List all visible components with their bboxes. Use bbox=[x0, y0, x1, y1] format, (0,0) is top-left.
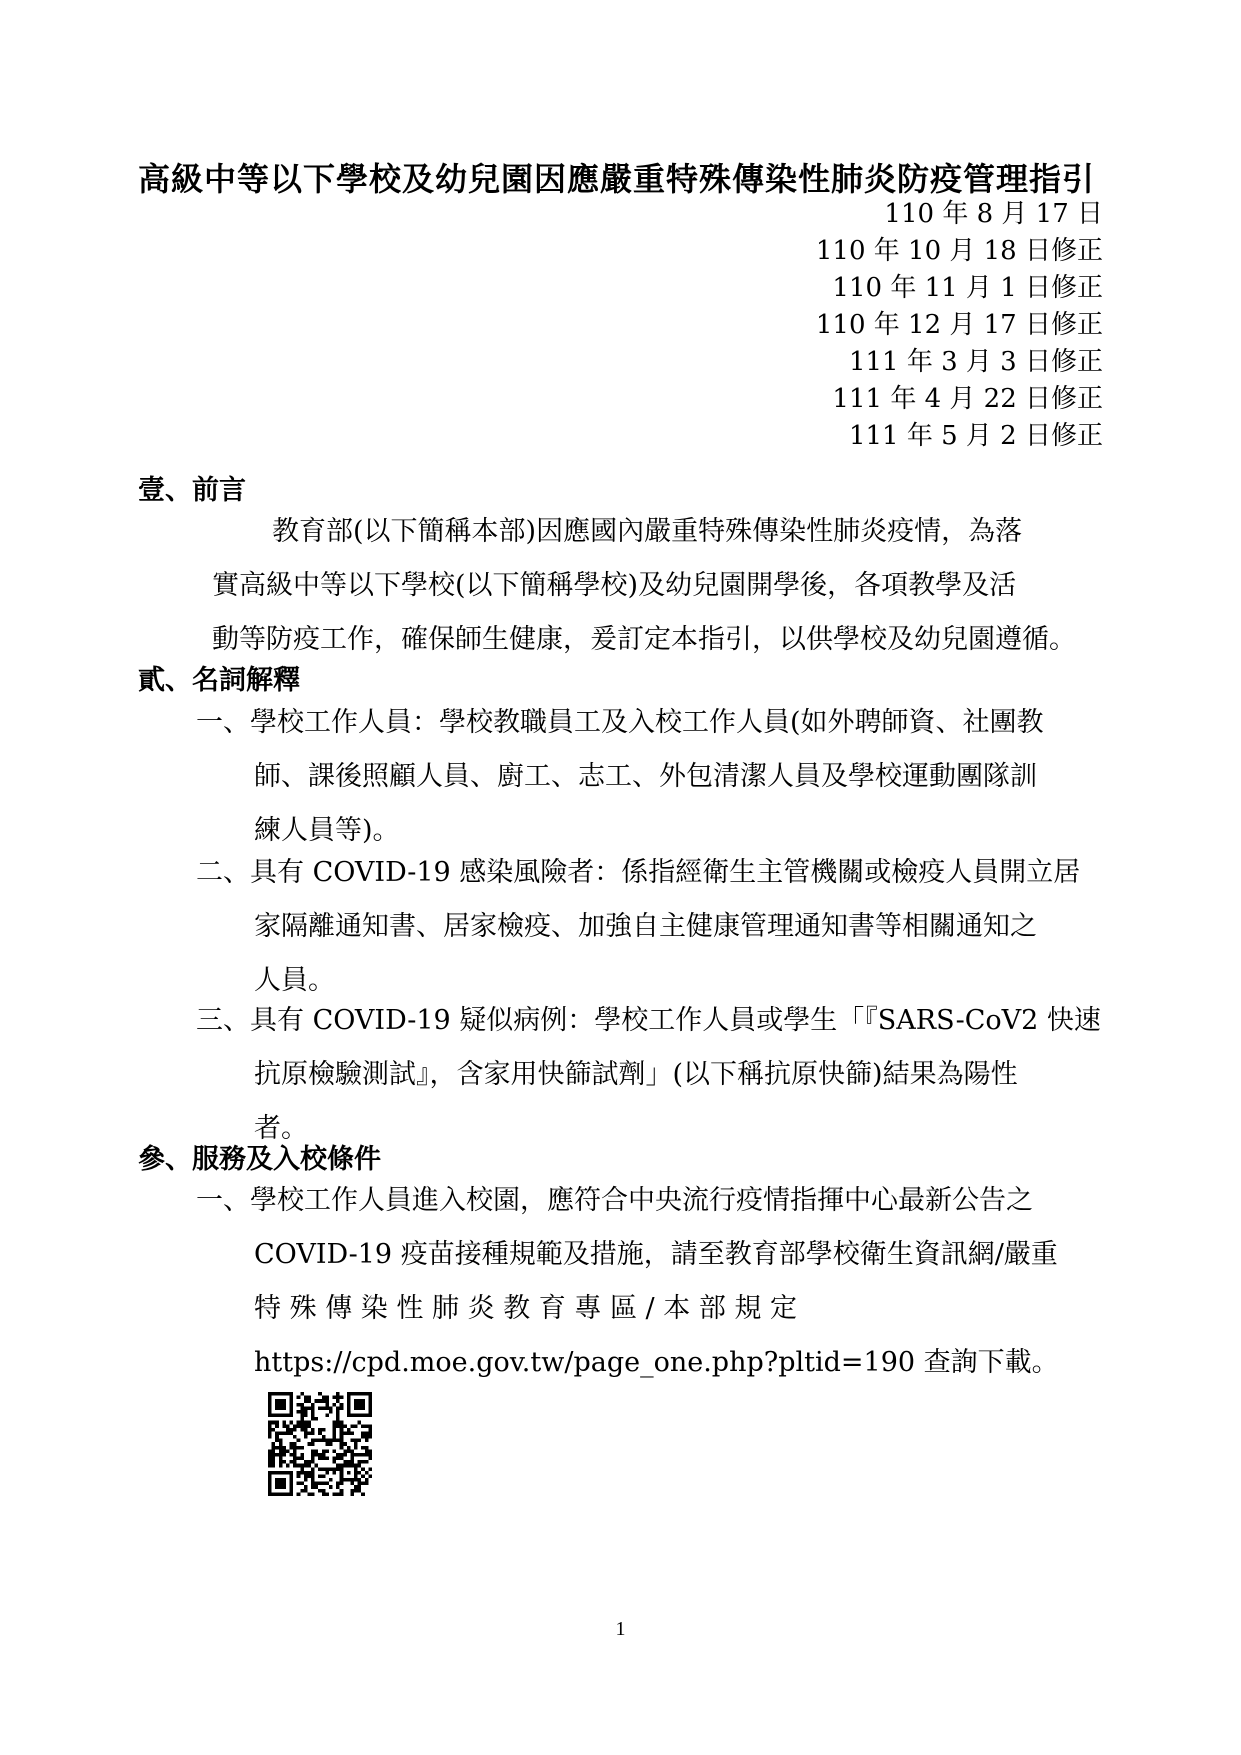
spread-char: 定 bbox=[770, 1293, 798, 1324]
qr-code-icon bbox=[268, 1392, 372, 1496]
paragraph-line: 教育部(以下簡稱本部)因應國內嚴重特殊傳染性肺炎疫情，為落 bbox=[272, 516, 1023, 547]
revision-date: 111 年 3 月 3 日修正 bbox=[848, 347, 1103, 377]
spread-char: 育 bbox=[538, 1293, 566, 1324]
revision-dates bbox=[816, 196, 1103, 455]
item-line: 二、具有 COVID-19 感染風險者：係指經衛生主管機關或檢疫人員開立居 bbox=[196, 857, 1081, 888]
spread-char: 傳 bbox=[325, 1293, 353, 1324]
item-line: 者。 bbox=[254, 1113, 308, 1144]
condition-item bbox=[196, 1174, 1106, 1390]
spread-line bbox=[196, 1282, 1106, 1336]
page-number: 1 bbox=[615, 1618, 626, 1640]
spread-char: 區 bbox=[609, 1293, 637, 1324]
spread-char: 教 bbox=[503, 1293, 531, 1324]
item-line: 一、學校工作人員進入校園，應符合中央流行疫情指揮中心最新公告之 bbox=[196, 1185, 1033, 1216]
section-heading-preface: 壹、前言 bbox=[138, 475, 246, 506]
spread-char: 性 bbox=[396, 1293, 424, 1324]
url-line[interactable]: https://cpd.moe.gov.tw/page_one.php?pltid=190 查詢下載。 bbox=[254, 1347, 1059, 1378]
spread-char: 部 bbox=[698, 1293, 726, 1324]
spread-char: 染 bbox=[360, 1293, 388, 1324]
revision-date: 110 年 10 月 18 日修正 bbox=[815, 236, 1103, 266]
definition-item bbox=[196, 846, 1106, 1008]
revision-date: 110 年 11 月 1 日修正 bbox=[832, 273, 1103, 303]
item-line: 家隔離通知書、居家檢疫、加強自主健康管理通知書等相關通知之 bbox=[254, 911, 1037, 942]
section-heading-definitions: 貳、名詞解釋 bbox=[138, 665, 300, 696]
revision-date: 110 年 12 月 17 日修正 bbox=[815, 310, 1103, 340]
definition-item bbox=[196, 696, 1106, 858]
item-line: 師、課後照顧人員、廚工、志工、外包清潔人員及學校運動團隊訓 bbox=[254, 761, 1037, 792]
spread-char: 殊 bbox=[289, 1293, 317, 1324]
spread-char: 特 bbox=[254, 1293, 281, 1324]
spread-char: / bbox=[645, 1293, 655, 1324]
revision-date: 110 年 8 月 17 日 bbox=[884, 199, 1103, 229]
item-line: COVID-19 疫苗接種規範及措施，請至教育部學校衛生資訊網/嚴重 bbox=[254, 1239, 1058, 1270]
spread-char: 肺 bbox=[431, 1293, 459, 1324]
item-line: 一、學校工作人員：學校教職員工及入校工作人員(如外聘師資、社團教 bbox=[196, 707, 1044, 738]
section-heading-entry-conditions: 參、服務及入校條件 bbox=[138, 1144, 381, 1175]
item-line: 抗原檢驗測試』，含家用快篩試劑」(以下稱抗原快篩)結果為陽性 bbox=[254, 1059, 1018, 1090]
revision-date: 111 年 4 月 22 日修正 bbox=[832, 384, 1103, 414]
spread-char: 本 bbox=[663, 1293, 691, 1324]
definition-item bbox=[196, 994, 1106, 1156]
spread-char: 炎 bbox=[467, 1293, 495, 1324]
item-line: 三、具有 COVID-19 疑似病例：學校工作人員或學生「『SARS-CoV2 快速 bbox=[196, 1005, 1101, 1036]
document-title: 高級中等以下學校及幼兒園因應嚴重特殊傳染性肺炎防疫管理指引 bbox=[138, 160, 1096, 198]
item-line: 人員。 bbox=[254, 965, 335, 996]
item-line: 練人員等)。 bbox=[254, 815, 400, 846]
paragraph-line: 實高級中等以下學校(以下簡稱學校)及幼兒園開學後，各項教學及活 bbox=[212, 570, 1017, 601]
spread-char: 專 bbox=[574, 1293, 602, 1324]
revision-date: 111 年 5 月 2 日修正 bbox=[848, 421, 1103, 451]
paragraph-line: 動等防疫工作，確保師生健康，爰訂定本指引，以供學校及幼兒園遵循。 bbox=[212, 624, 1076, 655]
preface-paragraph bbox=[212, 505, 1107, 667]
spread-char: 規 bbox=[734, 1293, 762, 1324]
